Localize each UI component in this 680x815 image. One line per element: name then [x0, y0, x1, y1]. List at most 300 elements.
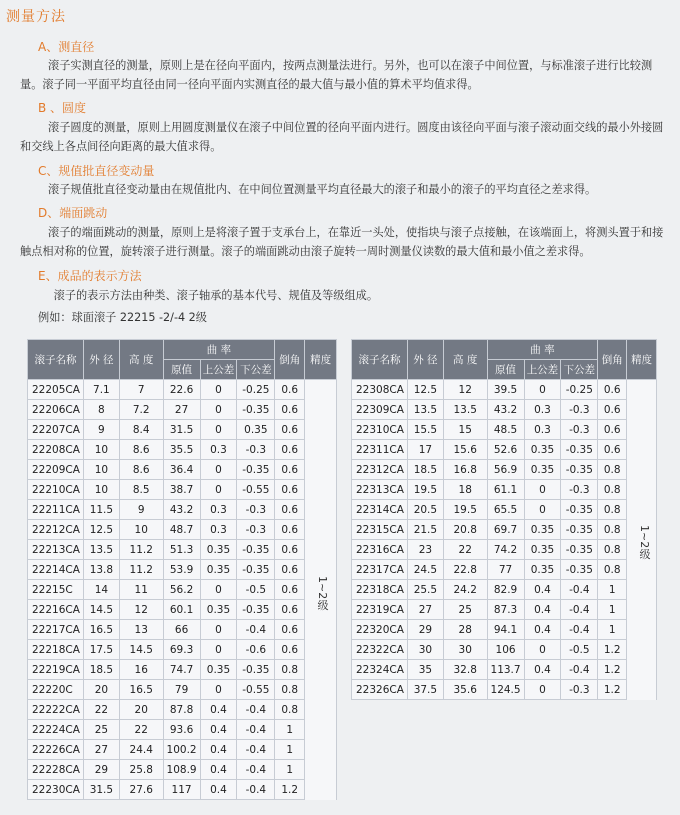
table-cell: 48.5 [487, 420, 524, 440]
precision-cell [627, 380, 657, 400]
precision-cell [305, 520, 337, 540]
table-row [28, 620, 337, 640]
col-header-height: 高 度 [119, 340, 163, 380]
table-cell: 22320CA [352, 620, 408, 640]
table-cell: 0 [200, 420, 237, 440]
precision-cell [627, 480, 657, 500]
table-cell: 0.4 [524, 580, 561, 600]
table-cell: -0.3 [561, 480, 598, 500]
section-b-text: 滚子圆度的测量，原则上用圆度测量仪在滚子中间位置的径向平面内进行。圆度由该径向平面与滚子滚动面交线的最小外接圆和交线上各点间径向距离的最大值求得。 [20, 121, 664, 153]
table-cell: 74.2 [487, 540, 524, 560]
table-cell: 0.6 [275, 520, 305, 540]
table-cell: 0.35 [524, 520, 561, 540]
page-title: 测量方法 [6, 9, 66, 25]
table-cell: 22218CA [28, 640, 84, 660]
table-cell: 0 [200, 480, 237, 500]
precision-cell [305, 400, 337, 420]
table-cell: 36.4 [163, 460, 200, 480]
col-header-od: 外 径 [407, 340, 443, 380]
table-cell: -0.25 [561, 380, 598, 400]
table-cell: 0.4 [200, 740, 237, 760]
table-cell: 94.1 [487, 620, 524, 640]
table-cell: 0 [200, 400, 237, 420]
grade-label-right: 1~2级 [638, 525, 651, 560]
section-b-heading: B 、圆度 [38, 101, 87, 115]
table-cell: -0.4 [561, 580, 598, 600]
table-row [352, 600, 657, 620]
table-cell: 10 [83, 480, 119, 500]
table-cell: 7.1 [83, 380, 119, 400]
col-header-curvature: 曲 率 [487, 340, 598, 360]
table-cell: 14 [83, 580, 119, 600]
table-row [28, 740, 337, 760]
table-row [352, 500, 657, 520]
table-cell: 11.5 [83, 500, 119, 520]
table-cell: 16.5 [119, 680, 163, 700]
table-cell: 74.7 [163, 660, 200, 680]
table-cell: 22324CA [352, 660, 408, 680]
table-cell: 29 [407, 620, 443, 640]
table-cell: -0.4 [237, 700, 275, 720]
table-cell: 8 [83, 400, 119, 420]
table-cell: 61.1 [487, 480, 524, 500]
example-text: 例如：球面滚子 22215 -2/-4 2级 [38, 311, 207, 324]
table-cell: -0.55 [237, 480, 275, 500]
table-cell: 22 [119, 720, 163, 740]
table-cell: 79 [163, 680, 200, 700]
table-cell: 22 [83, 700, 119, 720]
table-cell: 22.6 [163, 380, 200, 400]
table-cell: -0.35 [561, 460, 598, 480]
col-header-orig: 原值 [163, 360, 200, 380]
table-cell: 0.3 [524, 400, 561, 420]
table-cell: 31.5 [163, 420, 200, 440]
table-cell: 0 [200, 640, 237, 660]
precision-cell [627, 660, 657, 680]
precision-cell [627, 640, 657, 660]
table-cell: 0.4 [200, 780, 237, 800]
table-cell: 22217CA [28, 620, 84, 640]
table-cell: 11.2 [119, 560, 163, 580]
table-cell: -0.4 [561, 600, 598, 620]
roller-table-right [351, 339, 657, 700]
table-cell: 22214CA [28, 560, 84, 580]
table-cell: 22208CA [28, 440, 84, 460]
table-cell: 0.3 [524, 420, 561, 440]
table-cell: 35.5 [163, 440, 200, 460]
table-cell: 13.5 [83, 540, 119, 560]
table-cell: 22219CA [28, 660, 84, 680]
table-cell: 22224CA [28, 720, 84, 740]
table-cell: 106 [487, 640, 524, 660]
precision-cell [627, 560, 657, 580]
table-cell: 117 [163, 780, 200, 800]
precision-cell [627, 400, 657, 420]
table-cell: -0.55 [237, 680, 275, 700]
table-row [28, 660, 337, 680]
precision-cell [305, 420, 337, 440]
col-header-name: 滚子名称 [352, 340, 408, 380]
roller-table-left [27, 339, 337, 800]
precision-cell [305, 540, 337, 560]
table-cell: 0 [524, 380, 561, 400]
table-cell: 11.2 [119, 540, 163, 560]
table-cell: 0.6 [598, 400, 627, 420]
table-row [352, 420, 657, 440]
table-cell: 13 [119, 620, 163, 640]
table-cell: 10 [83, 440, 119, 460]
table-cell: 0.6 [275, 460, 305, 480]
table-cell: 10 [119, 520, 163, 540]
table-cell: -0.3 [237, 500, 275, 520]
table-cell: 0.6 [275, 640, 305, 660]
table-cell: 1.2 [598, 660, 627, 680]
table-cell: 30 [443, 640, 487, 660]
table-cell: -0.35 [237, 400, 275, 420]
table-cell: 25.8 [119, 760, 163, 780]
table-cell: 66 [163, 620, 200, 640]
table-cell: 53.9 [163, 560, 200, 580]
table-row [352, 540, 657, 560]
table-cell: 1 [275, 760, 305, 780]
table-cell: 0.6 [598, 380, 627, 400]
table-cell: 35 [407, 660, 443, 680]
table-cell: 20.5 [407, 500, 443, 520]
table-cell: 11 [119, 580, 163, 600]
table-cell: 43.2 [487, 400, 524, 420]
table-cell: 0.35 [237, 420, 275, 440]
table-cell: -0.4 [237, 780, 275, 800]
table-cell: 22206CA [28, 400, 84, 420]
table-cell: 0.8 [598, 520, 627, 540]
table-cell: 10 [83, 460, 119, 480]
table-row [28, 400, 337, 420]
table-cell: 22317CA [352, 560, 408, 580]
table-row [28, 460, 337, 480]
precision-cell [305, 620, 337, 640]
table-cell: 25 [443, 600, 487, 620]
table-cell: 0 [200, 580, 237, 600]
precision-cell [627, 580, 657, 600]
table-cell: 51.3 [163, 540, 200, 560]
table-cell: 16.8 [443, 460, 487, 480]
table-cell: 24.2 [443, 580, 487, 600]
table-cell: 0.8 [598, 540, 627, 560]
table-cell: 17.5 [83, 640, 119, 660]
table-cell: 0.6 [598, 420, 627, 440]
table-cell: 1.2 [598, 680, 627, 700]
table-cell: 0.8 [598, 500, 627, 520]
table-cell: 0.6 [275, 600, 305, 620]
table-cell: 15.5 [407, 420, 443, 440]
table-cell: -0.35 [237, 460, 275, 480]
table-row [352, 460, 657, 480]
table-cell: 60.1 [163, 600, 200, 620]
table-cell: 22311CA [352, 440, 408, 460]
table-cell: 17 [407, 440, 443, 460]
table-cell: 14.5 [83, 600, 119, 620]
table-cell: 0.4 [524, 600, 561, 620]
table-cell: 0.6 [598, 440, 627, 460]
table-cell: 22230CA [28, 780, 84, 800]
table-cell: -0.35 [237, 540, 275, 560]
table-cell: 0.35 [524, 460, 561, 480]
table-cell: 7.2 [119, 400, 163, 420]
precision-cell [305, 460, 337, 480]
table-cell: 1.2 [275, 780, 305, 800]
col-header-height: 高 度 [443, 340, 487, 380]
table-cell: 9 [119, 500, 163, 520]
table-cell: -0.4 [237, 720, 275, 740]
col-header-chamfer: 倒角 [275, 340, 305, 380]
table-cell: 8.5 [119, 480, 163, 500]
precision-cell [305, 640, 337, 660]
table-cell: 18.5 [407, 460, 443, 480]
table-cell: 0.4 [200, 720, 237, 740]
col-header-lower: 下公差 [561, 360, 598, 380]
table-cell: 22 [443, 540, 487, 560]
table-cell: 43.2 [163, 500, 200, 520]
table-cell: 24.5 [407, 560, 443, 580]
right-table-body [352, 380, 657, 700]
table-cell: 0.35 [524, 560, 561, 580]
table-cell: 108.9 [163, 760, 200, 780]
table-cell: -0.35 [561, 500, 598, 520]
section-c-heading: C、规值批直径变动量 [38, 164, 155, 178]
precision-cell [305, 740, 337, 760]
table-cell: 1 [598, 620, 627, 640]
table-cell: 22212CA [28, 520, 84, 540]
table-cell: 9 [83, 420, 119, 440]
table-row [28, 580, 337, 600]
table-cell: 13.5 [407, 400, 443, 420]
table-cell: 27 [163, 400, 200, 420]
table-cell: 22316CA [352, 540, 408, 560]
table-row [352, 400, 657, 420]
table-cell: 39.5 [487, 380, 524, 400]
table-row [28, 500, 337, 520]
table-cell: -0.25 [237, 380, 275, 400]
table-cell: 1 [598, 600, 627, 620]
precision-cell [627, 680, 657, 700]
table-cell: 0.6 [275, 420, 305, 440]
table-cell: 0.35 [200, 660, 237, 680]
table-row [352, 620, 657, 640]
table-cell: -0.3 [561, 400, 598, 420]
table-cell: 22309CA [352, 400, 408, 420]
table-cell: 48.7 [163, 520, 200, 540]
table-cell: 12.5 [407, 380, 443, 400]
table-cell: -0.35 [561, 440, 598, 460]
table-cell: 22312CA [352, 460, 408, 480]
table-cell: 0.6 [275, 500, 305, 520]
table-cell: -0.5 [237, 580, 275, 600]
table-cell: 16 [119, 660, 163, 680]
precision-cell [305, 700, 337, 720]
table-cell: 0.8 [275, 660, 305, 680]
table-row [352, 380, 657, 400]
table-cell: 0.35 [524, 540, 561, 560]
precision-cell [305, 680, 337, 700]
precision-cell [627, 420, 657, 440]
table-cell: 19.5 [443, 500, 487, 520]
table-cell: 93.6 [163, 720, 200, 740]
table-cell: -0.4 [237, 760, 275, 780]
table-cell: 19.5 [407, 480, 443, 500]
table-cell: 12 [443, 380, 487, 400]
precision-cell [305, 720, 337, 740]
table-cell: 0 [200, 380, 237, 400]
table-cell: 15 [443, 420, 487, 440]
col-header-precision: 精度 [627, 340, 657, 380]
table-cell: 22315CA [352, 520, 408, 540]
table-row [352, 580, 657, 600]
table-cell: 22210CA [28, 480, 84, 500]
table-cell: -0.3 [561, 420, 598, 440]
table-cell: 22211CA [28, 500, 84, 520]
table-cell: 18.5 [83, 660, 119, 680]
table-cell: 113.7 [487, 660, 524, 680]
table-row [28, 680, 337, 700]
table-cell: 22205CA [28, 380, 84, 400]
table-cell: -0.5 [561, 640, 598, 660]
table-cell: 13.8 [83, 560, 119, 580]
section-e-text: 滚子的表示方法由种类、滚子轴承的基本代号、规值及等级组成。 [53, 289, 379, 302]
table-cell: 0 [524, 500, 561, 520]
table-cell: 22222CA [28, 700, 84, 720]
table-cell: 27.6 [119, 780, 163, 800]
table-cell: 65.5 [487, 500, 524, 520]
table-cell: -0.35 [237, 600, 275, 620]
table-cell: 22319CA [352, 600, 408, 620]
table-cell: 124.5 [487, 680, 524, 700]
table-cell: 27 [407, 600, 443, 620]
precision-cell [627, 620, 657, 640]
table-cell: 31.5 [83, 780, 119, 800]
section-e-heading: E、成品的表示方法 [38, 269, 142, 283]
table-cell: 0.4 [200, 700, 237, 720]
table-row [28, 440, 337, 460]
table-row [352, 660, 657, 680]
table-cell: 22314CA [352, 500, 408, 520]
table-row [352, 480, 657, 500]
table-cell: 28 [443, 620, 487, 640]
table-cell: -0.35 [237, 560, 275, 580]
table-cell: 22318CA [352, 580, 408, 600]
col-header-curvature: 曲 率 [163, 340, 275, 360]
table-row [352, 680, 657, 700]
table-cell: 0.8 [275, 700, 305, 720]
table-cell: 1.2 [598, 640, 627, 660]
table-cell: 35.6 [443, 680, 487, 700]
table-cell: 7 [119, 380, 163, 400]
table-cell: 22308CA [352, 380, 408, 400]
table-cell: 0 [524, 680, 561, 700]
table-row [28, 540, 337, 560]
precision-cell [627, 500, 657, 520]
section-a-heading: A、测直径 [38, 40, 95, 54]
table-cell: 22.8 [443, 560, 487, 580]
precision-cell [305, 760, 337, 780]
table-row [28, 560, 337, 580]
precision-cell [305, 480, 337, 500]
table-cell: -0.4 [237, 740, 275, 760]
table-cell: 22209CA [28, 460, 84, 480]
table-row [352, 640, 657, 660]
table-cell: 0.35 [200, 540, 237, 560]
table-row [28, 380, 337, 400]
table-cell: 56.2 [163, 580, 200, 600]
table-cell: 8.6 [119, 460, 163, 480]
table-cell: 0.4 [524, 660, 561, 680]
table-cell: 38.7 [163, 480, 200, 500]
table-cell: 0 [200, 460, 237, 480]
table-cell: 20 [119, 700, 163, 720]
table-cell: 0.6 [275, 560, 305, 580]
table-cell: 23 [407, 540, 443, 560]
table-cell: -0.35 [237, 660, 275, 680]
table-cell: 69.7 [487, 520, 524, 540]
table-cell: 82.9 [487, 580, 524, 600]
left-table-body [28, 380, 337, 800]
precision-cell [305, 780, 337, 800]
col-header-upper: 上公差 [200, 360, 237, 380]
table-cell: -0.6 [237, 640, 275, 660]
table-cell: 0.6 [275, 480, 305, 500]
table-cell: 22216CA [28, 600, 84, 620]
section-a-text: 滚子实测直径的测量，原则上是在径向平面内，按两点测量法进行。另外，也可以在滚子中间位置，与标准滚子进行比较测量。滚子同一平面平均直径由同一径向平面内实测直径的最大值与最小值的算术平均值求得。 [20, 59, 653, 91]
precision-cell [627, 600, 657, 620]
precision-cell [627, 460, 657, 480]
table-cell: 22220C [28, 680, 84, 700]
table-cell: -0.4 [561, 660, 598, 680]
table-cell: 22310CA [352, 420, 408, 440]
table-row [352, 520, 657, 540]
table-cell: 0.6 [275, 440, 305, 460]
table-cell: 8.4 [119, 420, 163, 440]
table-cell: 0.35 [200, 600, 237, 620]
table-cell: 12 [119, 600, 163, 620]
grade-label-left: 1~2级 [316, 576, 329, 611]
table-cell: 1 [275, 720, 305, 740]
section-d-text: 滚子的端面跳动的测量，原则上是将滚子置于支承台上，在靠近一头处，使指块与滚子点接触，在该端面上，将测头置于和接触点相对称的位置，旋转滚子进行测量。滚子的端面跳动由滚子旋转一周时测量仪读数的最大值和最小值之差求得。 [20, 226, 664, 258]
table-cell: 22322CA [352, 640, 408, 660]
table-cell: 22215C [28, 580, 84, 600]
table-cell: 0.6 [275, 540, 305, 560]
col-header-chamfer: 倒角 [598, 340, 627, 380]
table-cell: 0.8 [275, 680, 305, 700]
table-cell: 0.6 [275, 580, 305, 600]
table-cell: 24.4 [119, 740, 163, 760]
table-cell: 22326CA [352, 680, 408, 700]
table-cell: 29 [83, 760, 119, 780]
table-cell: 0 [200, 680, 237, 700]
table-cell: -0.35 [561, 520, 598, 540]
table-cell: -0.35 [561, 540, 598, 560]
table-cell: 0.35 [200, 560, 237, 580]
table-cell: -0.3 [561, 680, 598, 700]
table-cell: 0.6 [275, 620, 305, 640]
table-cell: 0.3 [200, 520, 237, 540]
col-header-od: 外 径 [83, 340, 119, 380]
precision-cell [305, 440, 337, 460]
table-cell: -0.4 [561, 620, 598, 640]
table-row [352, 560, 657, 580]
table-cell: 0.35 [524, 440, 561, 460]
table-cell: 87.3 [487, 600, 524, 620]
col-header-name: 滚子名称 [28, 340, 84, 380]
table-cell: 0.3 [200, 500, 237, 520]
